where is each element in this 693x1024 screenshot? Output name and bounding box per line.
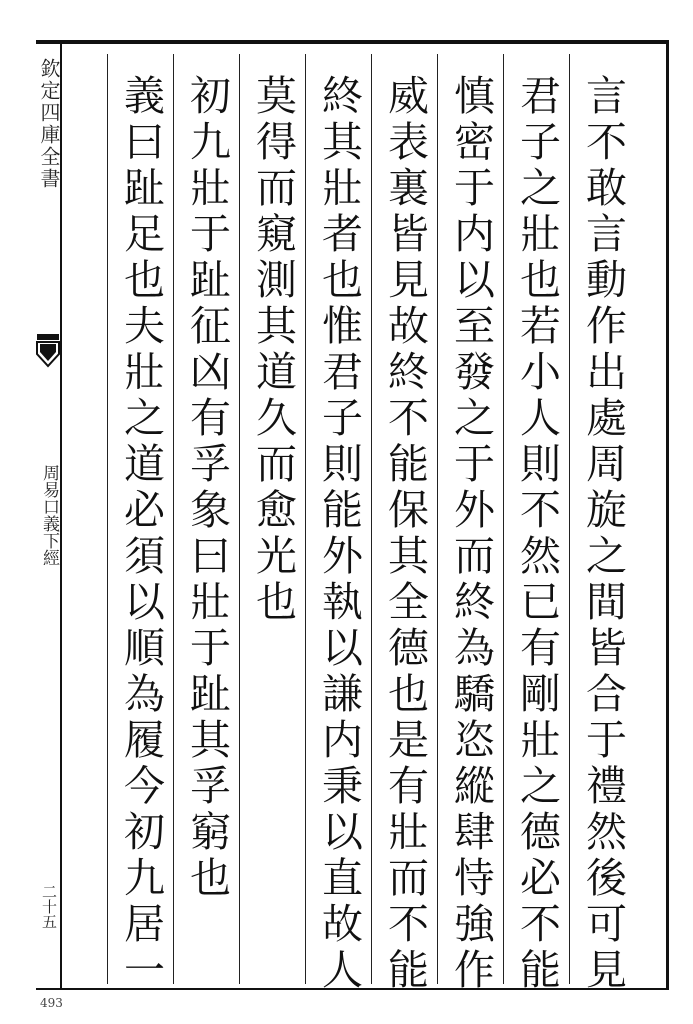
fishtail-icon xyxy=(36,332,60,372)
text-column xyxy=(173,54,239,984)
page-number: 二十五 xyxy=(40,884,58,929)
margin-section-title: 周易口義下經 xyxy=(39,464,59,566)
footer-fragment: 493 xyxy=(40,996,63,1010)
text-column xyxy=(305,54,371,994)
text-column xyxy=(371,54,437,994)
column-text: 初九壯于趾征凶有孚象曰壯于趾其孚窮也 xyxy=(183,74,231,902)
column-text: 言不敢言動作出處周旋之間皆合于禮然後可見 xyxy=(579,74,627,994)
text-column xyxy=(503,54,569,994)
text-column xyxy=(569,54,635,994)
column-text: 終其壯者也惟君子則能外執以謙内秉以直故人 xyxy=(315,74,363,994)
margin-book-title: 欽定四庫全書 xyxy=(37,58,61,190)
column-text: 慎密于内以至發之于外而終為驕恣縱肆恃強作 xyxy=(447,74,495,994)
margin-strip xyxy=(36,44,62,988)
column-text: 莫得而窺測其道久而愈光也 xyxy=(249,74,297,626)
text-column xyxy=(437,54,503,994)
column-text: 義曰趾足也夫壯之道必須以順為履今初九居一 xyxy=(117,74,165,994)
text-column xyxy=(107,54,173,994)
page-frame xyxy=(36,40,669,994)
column-text: 威表裏皆見故終不能保其全德也是有壯而不能 xyxy=(381,74,429,994)
text-column xyxy=(239,54,305,984)
column-text: 君子之壯也若小人則不然已有剛壯之德必不能 xyxy=(513,74,561,994)
